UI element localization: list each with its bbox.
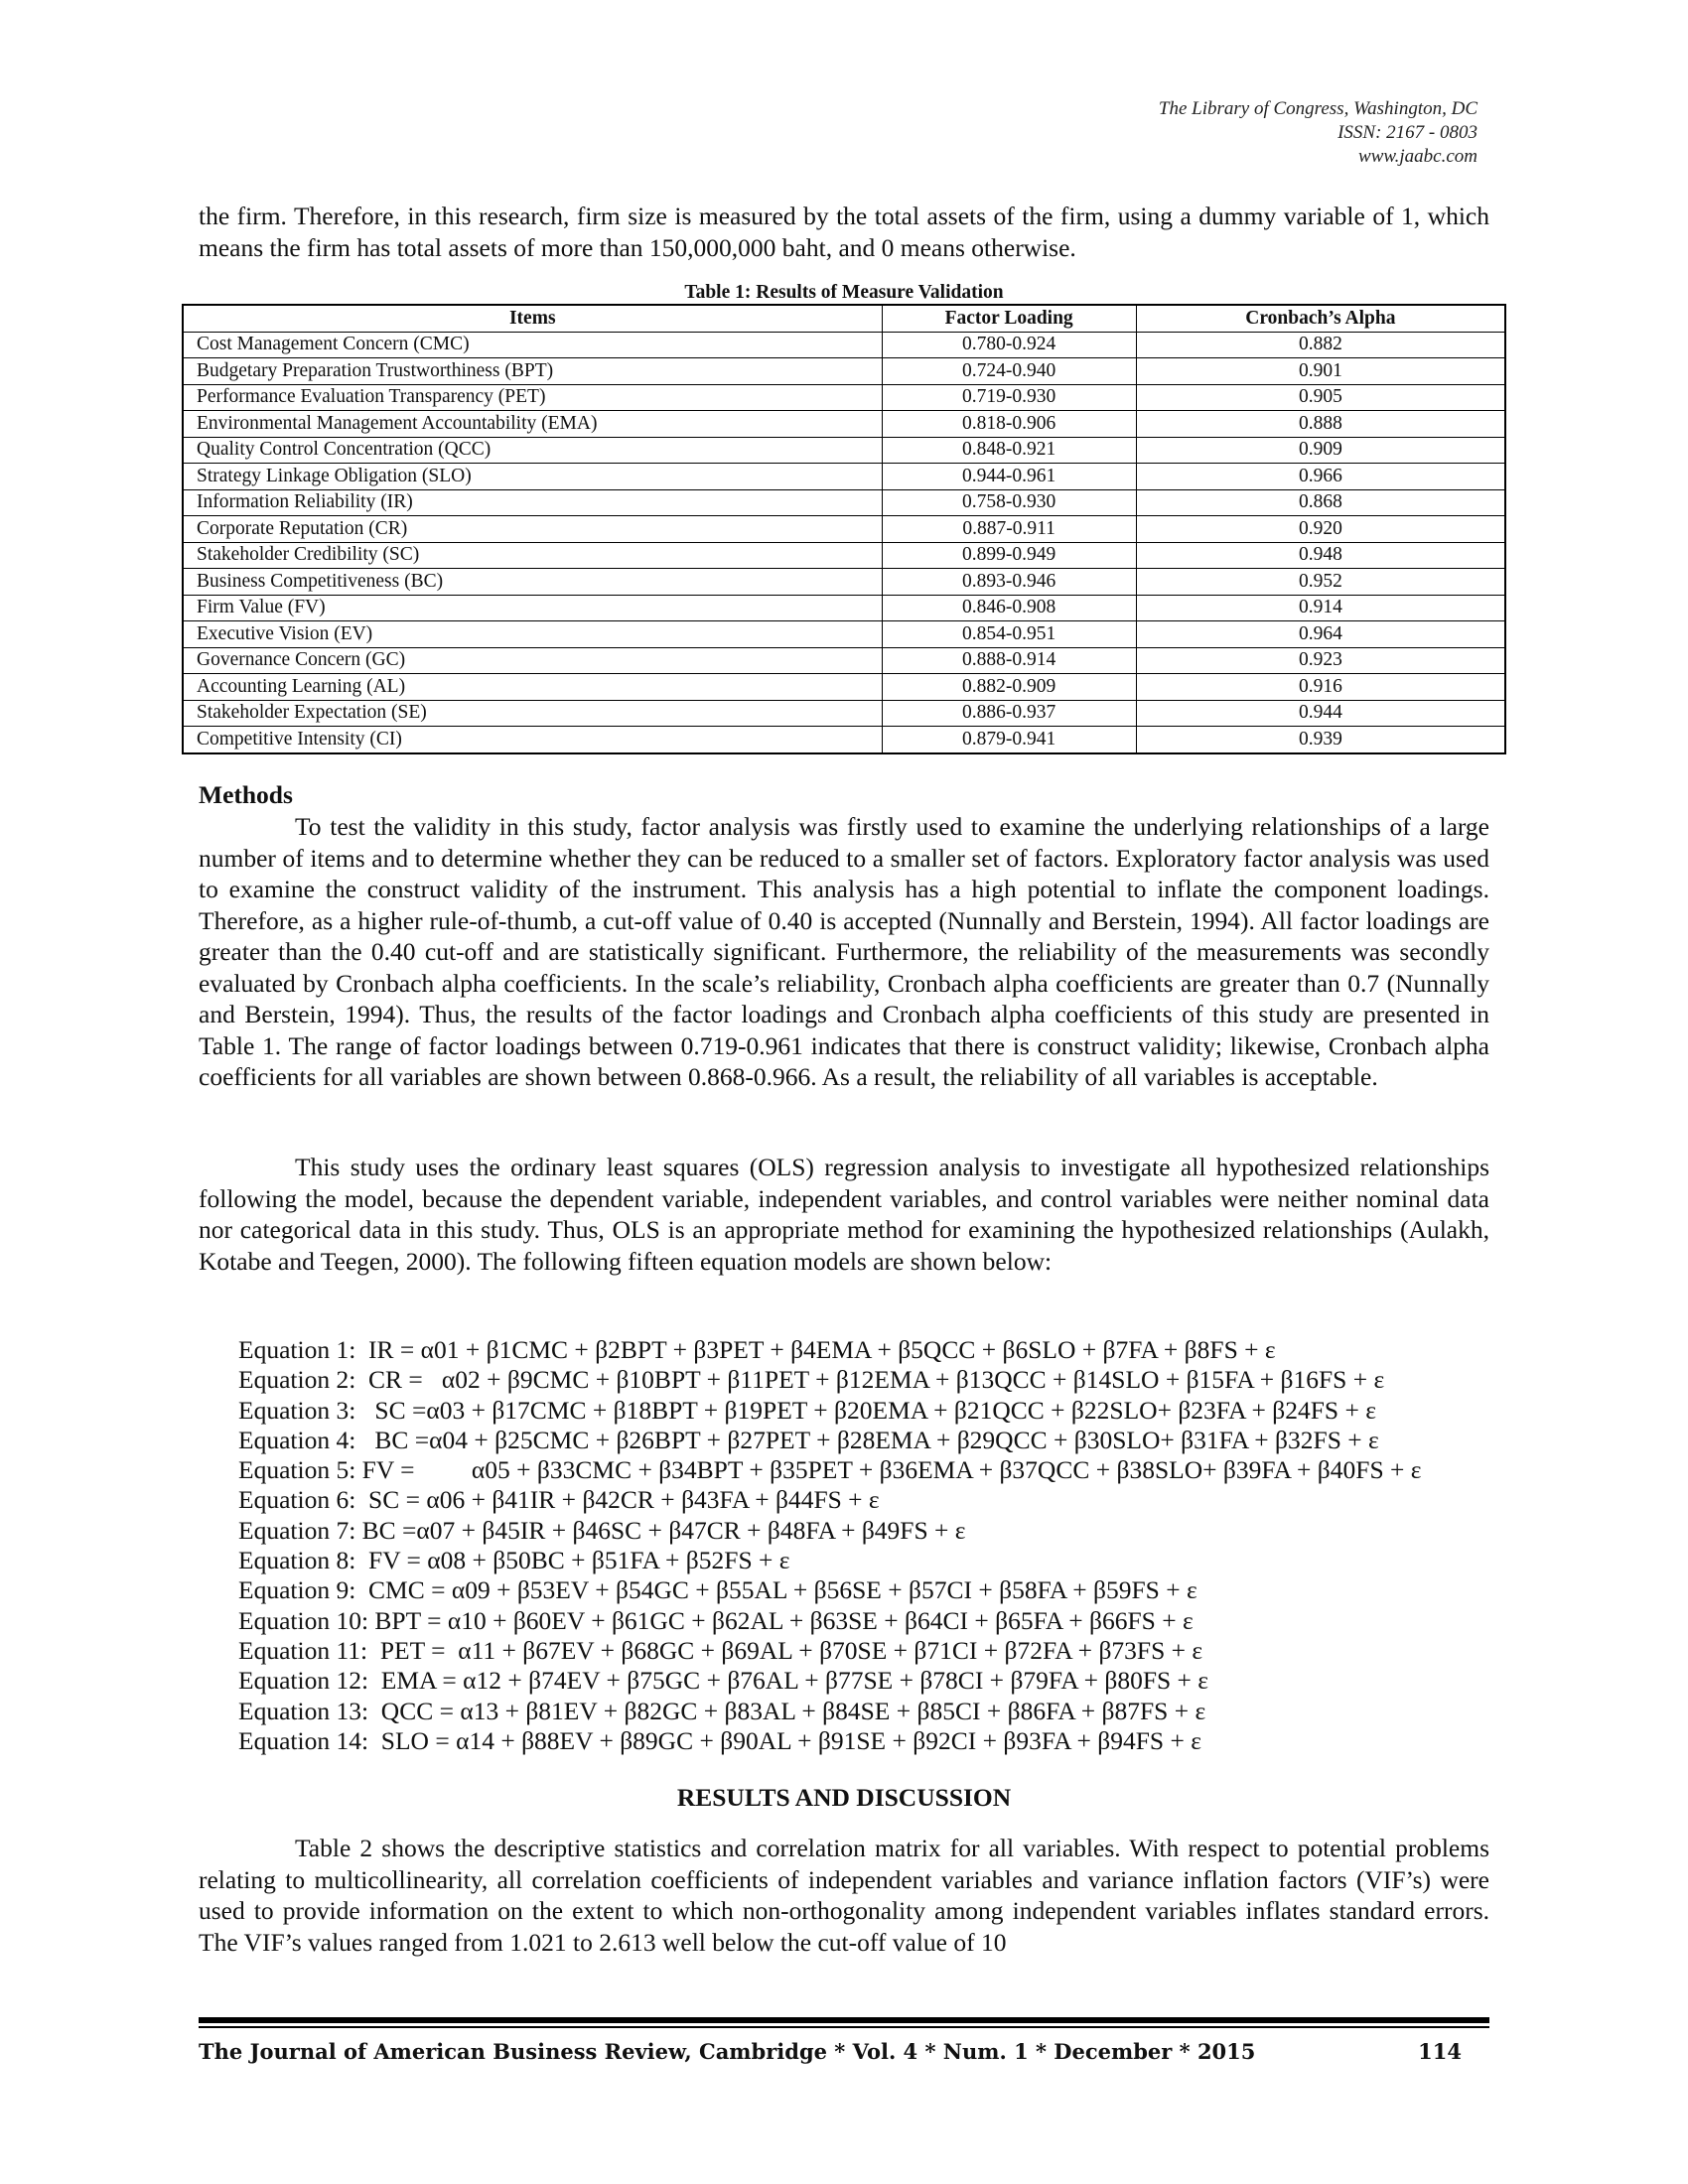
cronbach-alpha-cell: 0.948	[1136, 542, 1505, 569]
table-row	[183, 384, 1505, 411]
equation-line: Equation 12: EMA = α12 + β74EV + β75GC + β76AL + β77SE + β78CI + β79FA + β80FS + ε	[238, 1666, 1209, 1696]
footer-journal: The Journal of American Business Review, Cambridge * Vol. 4 * Num. 1 * December * 2015	[199, 2039, 1256, 2064]
cronbach-alpha-cell: 0.944	[1136, 700, 1505, 727]
table-row	[183, 489, 1505, 516]
factor-loading-cell: 0.888-0.914	[882, 647, 1136, 674]
table-row	[183, 569, 1505, 596]
equation-line: Equation 7: BC =α07 + β45IR + β46SC + β47CR + β48FA + β49FS + ε	[238, 1515, 966, 1545]
table-row	[183, 332, 1505, 358]
cronbach-alpha-cell: 0.920	[1136, 516, 1505, 543]
table-row	[183, 647, 1505, 674]
results-heading: RESULTS AND DISCUSSION	[676, 1783, 1012, 1812]
cronbach-alpha-cell: 0.923	[1136, 647, 1505, 674]
cronbach-alpha-cell: 0.882	[1136, 332, 1505, 358]
factor-loading-cell: 0.893-0.946	[882, 569, 1136, 596]
footer-divider-thin	[199, 2026, 1489, 2028]
factor-loading-cell: 0.818-0.906	[882, 411, 1136, 438]
item-cell: Stakeholder Credibility (SC)	[183, 542, 882, 569]
cronbach-alpha-cell: 0.939	[1136, 727, 1505, 753]
running-header	[1159, 97, 1477, 169]
cronbach-alpha-cell: 0.952	[1136, 569, 1505, 596]
factor-loading-cell: 0.854-0.951	[882, 621, 1136, 648]
table-header-cell: Items	[183, 305, 882, 332]
item-cell: Environmental Management Accountability (EMA)	[183, 411, 882, 438]
item-cell: Executive Vision (EV)	[183, 621, 882, 648]
equation-list	[238, 1335, 1421, 1756]
table-row	[183, 727, 1505, 753]
item-cell: Accounting Learning (AL)	[183, 674, 882, 701]
item-cell: Governance Concern (GC)	[183, 647, 882, 674]
table-row	[183, 464, 1505, 490]
table-row	[183, 674, 1505, 701]
factor-loading-cell: 0.846-0.908	[882, 595, 1136, 621]
measure-validation-table	[182, 304, 1506, 754]
item-cell: Strategy Linkage Obligation (SLO)	[183, 464, 882, 490]
equation-line: Equation 5: FV = α05 + β33CMC + β34BPT + β35PET + β36EMA + β37QCC + β38SLO+ β39FA + β40FS + ε	[238, 1455, 1422, 1485]
item-cell: Stakeholder Expectation (SE)	[183, 700, 882, 727]
equation-line: Equation 13: QCC = α13 + β81EV + β82GC + β83AL + β84SE + β85CI + β86FA + β87FS + ε	[238, 1696, 1206, 1725]
intro-paragraph: the firm. Therefore, in this research, firm size is measured by the total assets of the firm, using a dummy variable of 1, which means the firm has total assets of more than 150,000,000 baht, and 0 means otherwise.	[199, 202, 1489, 262]
factor-loading-cell: 0.780-0.924	[882, 332, 1136, 358]
factor-loading-cell: 0.719-0.930	[882, 384, 1136, 411]
equation-line: Equation 11: PET = α11 + β67EV + β68GC + β69AL + β70SE + β71CI + β72FA + β73FS + ε	[238, 1635, 1203, 1665]
page-number: 114	[1418, 2039, 1462, 2064]
table-header-cell: Cronbach’s Alpha	[1136, 305, 1505, 332]
footer-divider	[199, 2017, 1489, 2023]
equation-line: Equation 10: BPT = α10 + β60EV + β61GC + β62AL + β63SE + β64CI + β65FA + β66FS + ε	[238, 1605, 1194, 1635]
methods-heading: Methods	[199, 780, 293, 809]
item-cell: Quality Control Concentration (QCC)	[183, 437, 882, 464]
cronbach-alpha-cell: 0.966	[1136, 464, 1505, 490]
equation-line: Equation 3: SC =α03 + β17CMC + β18BPT + β19PET + β20EMA + β21QCC + β22SLO+ β23FA + β24FS + ε	[238, 1395, 1376, 1425]
equation-line: Equation 4: BC =α04 + β25CMC + β26BPT + β27PET + β28EMA + β29QCC + β30SLO+ β31FA + β32FS + ε	[238, 1425, 1379, 1454]
item-cell: Firm Value (FV)	[183, 595, 882, 621]
cronbach-alpha-cell: 0.905	[1136, 384, 1505, 411]
table-row	[183, 411, 1505, 438]
item-cell: Budgetary Preparation Trustworthiness (BPT)	[183, 358, 882, 385]
cronbach-alpha-cell: 0.916	[1136, 674, 1505, 701]
table-row	[183, 358, 1505, 385]
ols-paragraph: This study uses the ordinary least squares (OLS) regression analysis to investigate all hypothesized relationships following the model, because the dependent variable, independent variables, and control variables were neither nominal data nor categorical data in this study. Thus, OLS is an appropriate method for examining the hypothesized relationships (Aulakh, Kotabe and Teegen, 2000). The following fifteen equation models are shown below:	[199, 1153, 1489, 1276]
factor-loading-cell: 0.724-0.940	[882, 358, 1136, 385]
factor-loading-cell: 0.882-0.909	[882, 674, 1136, 701]
factor-loading-cell: 0.848-0.921	[882, 437, 1136, 464]
table-row	[183, 437, 1505, 464]
equation-line: Equation 14: SLO = α14 + β88EV + β89GC + β90AL + β91SE + β92CI + β93FA + β94FS + ε	[238, 1725, 1201, 1755]
cronbach-alpha-cell: 0.888	[1136, 411, 1505, 438]
cronbach-alpha-cell: 0.901	[1136, 358, 1505, 385]
factor-loading-cell: 0.944-0.961	[882, 464, 1136, 490]
table-row	[183, 595, 1505, 621]
item-cell: Competitive Intensity (CI)	[183, 727, 882, 753]
table-row	[183, 542, 1505, 569]
factor-loading-cell: 0.879-0.941	[882, 727, 1136, 753]
table-header-cell: Factor Loading	[882, 305, 1136, 332]
factor-loading-cell: 0.886-0.937	[882, 700, 1136, 727]
header-publisher: The Library of Congress, Washington, DC	[1158, 98, 1477, 119]
methods-paragraph: To test the validity in this study, factor analysis was firstly used to examine the underlying relationships of a large number of items and to determine whether they can be reduced to a smaller set of factors. Exploratory factor analysis was used to examine the construct validity of the instrument. This analysis has a high potential to inflate the component loadings. Therefore, as a higher rule-of-thumb, a cut-off value of 0.40 is accepted (Nunnally and Berstein, 1994). All factor loadings are greater than the 0.40 cut-off and are statistically significant. Furthermore, the reliability of the measurements was secondly evaluated by Cronbach alpha coefficients. In the scale’s reliability, Cronbach alpha coefficients are greater than 0.7 (Nunnally and Berstein, 1994). Thus, the results of the factor loadings and Cronbach alpha coefficients of this study are presented in Table 1. The range of factor loadings between 0.719-0.961 indicates that there is construct validity; likewise, Cronbach alpha coefficients for all variables are shown between 0.868-0.966. As a result, the reliability of all variables is acceptable.	[199, 812, 1489, 1091]
cronbach-alpha-cell: 0.914	[1136, 595, 1505, 621]
table-row	[183, 621, 1505, 648]
results-paragraph: Table 2 shows the descriptive statistics and correlation matrix for all variables. With respect to potential problems relating to multicollinearity, all correlation coefficients of independent variables and variance inflation factors (VIF’s) were used to provide information on the extent to which non-orthogonality among independent variables inflates standard errors. The VIF’s values ranged from 1.021 to 2.613 well below the cut-off value of 10	[199, 1834, 1489, 1957]
item-cell: Cost Management Concern (CMC)	[183, 332, 882, 358]
factor-loading-cell: 0.758-0.930	[882, 489, 1136, 516]
equation-line: Equation 9: CMC = α09 + β53EV + β54GC + β55AL + β56SE + β57CI + β58FA + β59FS + ε	[238, 1575, 1197, 1605]
table-row	[183, 700, 1505, 727]
equation-line: Equation 8: FV = α08 + β50BC + β51FA + β52FS + ε	[238, 1546, 790, 1575]
table-row	[183, 516, 1505, 543]
equation-line: Equation 1: IR = α01 + β1CMC + β2BPT + β3PET + β4EMA + β5QCC + β6SLO + β7FA + β8FS + ε	[238, 1335, 1276, 1364]
header-website: www.jaabc.com	[1358, 146, 1477, 167]
table-caption: Table 1: Results of Measure Validation	[684, 282, 1004, 303]
cronbach-alpha-cell: 0.909	[1136, 437, 1505, 464]
item-cell: Performance Evaluation Transparency (PET)	[183, 384, 882, 411]
cronbach-alpha-cell: 0.868	[1136, 489, 1505, 516]
table-header-row	[183, 305, 1505, 332]
factor-loading-cell: 0.887-0.911	[882, 516, 1136, 543]
header-issn: ISSN: 2167 - 0803	[1337, 122, 1477, 143]
item-cell: Information Reliability (IR)	[183, 489, 882, 516]
item-cell: Business Competitiveness (BC)	[183, 569, 882, 596]
item-cell: Corporate Reputation (CR)	[183, 516, 882, 543]
equation-line: Equation 2: CR = α02 + β9CMC + β10BPT + β11PET + β12EMA + β13QCC + β14SLO + β15FA + β16FS + ε	[238, 1365, 1385, 1395]
factor-loading-cell: 0.899-0.949	[882, 542, 1136, 569]
equation-line: Equation 6: SC = α06 + β41IR + β42CR + β43FA + β44FS + ε	[238, 1485, 880, 1515]
cronbach-alpha-cell: 0.964	[1136, 621, 1505, 648]
